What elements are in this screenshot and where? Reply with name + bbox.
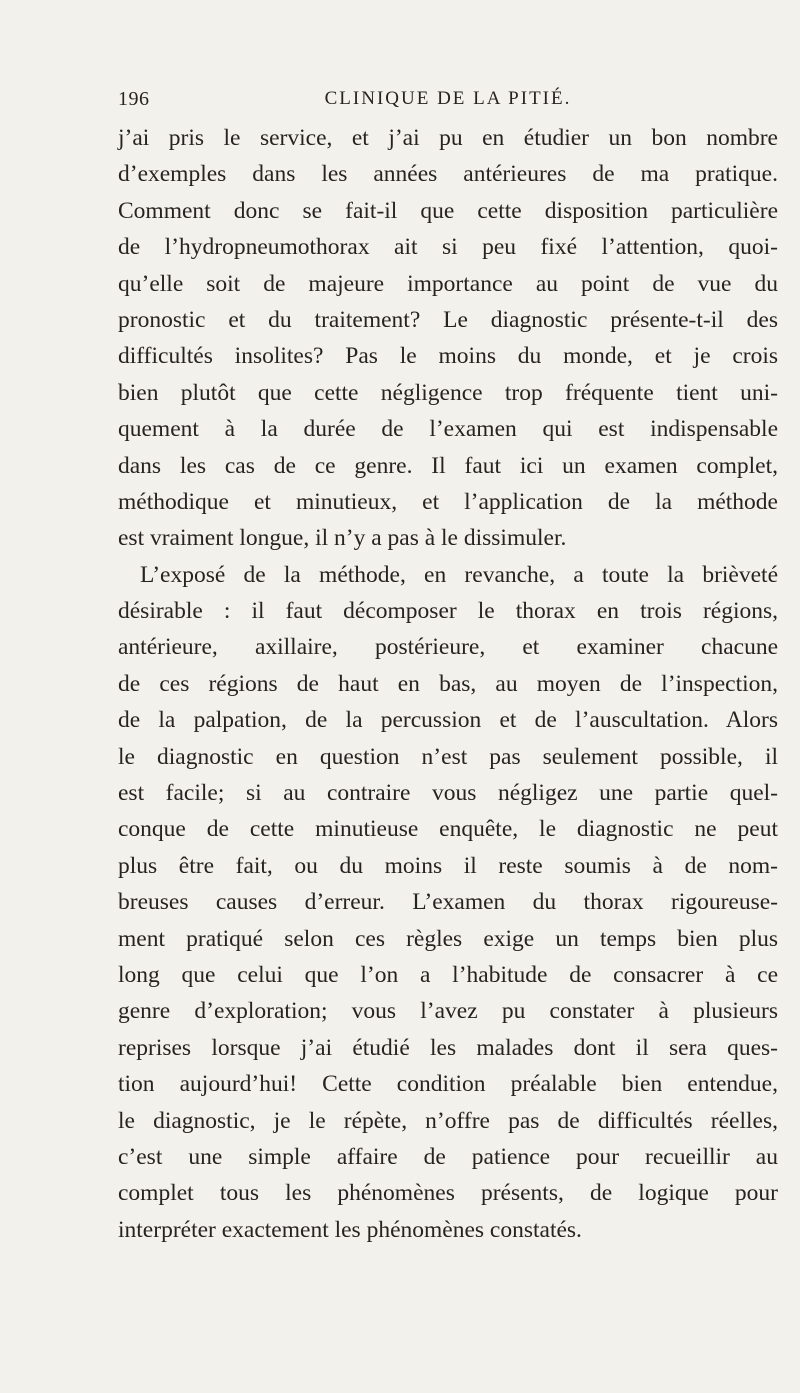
text-line: interpréter exactement les phénomènes constatés. [118, 1216, 582, 1243]
text-line: ment pratiqué selon ces règles exige un temps bien plus [118, 925, 778, 952]
text-line: j’ai pris le service, et j’ai pu en étudier un bon nombre [118, 125, 778, 151]
text-line: d’exemples dans les années antérieures de ma pratique. [118, 161, 778, 188]
body-text [118, 120, 778, 1248]
text-line: le diagnostic, je le répète, n’offre pas de difficultés réelles, [118, 1107, 778, 1134]
page-number: 196 [118, 88, 150, 110]
text-line: antérieure, axillaire, postérieure, et examiner chacune [118, 634, 778, 661]
text-line: tion aujourd’hui! Cette condition préalable bien entendue, [118, 1071, 778, 1098]
text-line: long que celui que l’on a l’habitude de consacrer à ce [118, 961, 778, 988]
text-line: méthodique et minutieux, et l’application de la méthode [118, 488, 778, 515]
running-title: CLINIQUE DE LA PITIÉ. [324, 88, 572, 109]
text-line: bien plutôt que cette négligence trop fréquente tient uni- [118, 379, 778, 406]
text-line: dans les cas de ce genre. Il faut ici un examen complet, [118, 452, 778, 479]
text-line: de la palpation, de la percussion et de l’auscultation. Alors [118, 707, 778, 734]
text-line: de l’hydropneumothorax ait si peu fixé l’attention, quoi- [118, 234, 778, 261]
text-line: c’est une simple affaire de patience pour recueillir au [118, 1143, 778, 1170]
text-line: complet tous les phénomènes présents, de logique pour [118, 1180, 778, 1207]
text-line: est vraiment longue, il n’y a pas à le dissimuler. [118, 525, 567, 552]
text-line: genre d’exploration; vous l’avez pu constater à plusieurs [118, 998, 778, 1025]
text-line: quement à la durée de l’examen qui est indispensable [118, 416, 778, 443]
text-line: breuses causes d’erreur. L’examen du thorax rigoureuse- [118, 889, 778, 916]
running-header [118, 88, 778, 118]
text-line: qu’elle soit de majeure importance au point de vue du [118, 270, 778, 297]
text-line: pronostic et du traitement? Le diagnostic présente-t-il des [118, 306, 778, 333]
text-line: Comment donc se fait-il que cette disposition particulière [118, 197, 778, 224]
text-line: est facile; si au contraire vous négligez une partie quel- [118, 780, 778, 807]
text-line: reprises lorsque j’ai étudié les malades dont il sera ques- [118, 1034, 778, 1061]
text-line: L’exposé de la méthode, en revanche, a toute la brièveté [140, 561, 778, 588]
text-line: le diagnostic en question n’est pas seulement possible, il [118, 743, 778, 770]
text-line: conque de cette minutieuse enquête, le diagnostic ne peut [118, 816, 778, 843]
text-line: difficultés insolites? Pas le moins du monde, et je crois [118, 343, 778, 370]
text-line: de ces régions de haut en bas, au moyen de l’inspection, [118, 670, 778, 697]
text-line: désirable : il faut décomposer le thorax en trois régions, [118, 598, 778, 625]
text-line: plus être fait, ou du moins il reste soumis à de nom- [118, 852, 778, 879]
